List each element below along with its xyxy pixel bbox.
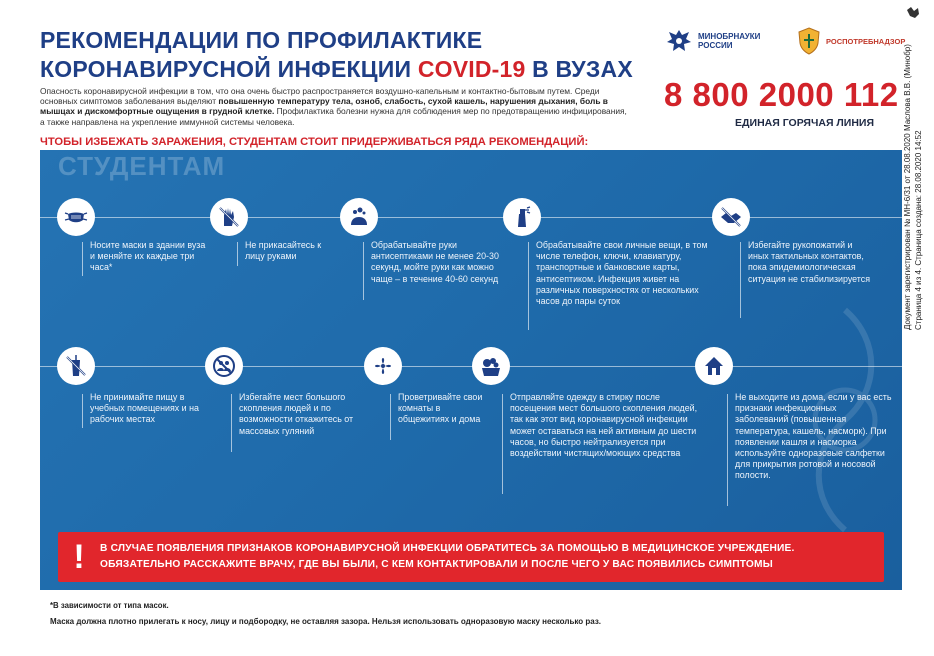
tip-2-icon — [210, 198, 248, 236]
title-line-2-prefix: КОРОНАВИРУСНОЙ ИНФЕКЦИИ — [40, 56, 412, 82]
alert-line-2: ОБЯЗАТЕЛЬНО РАССКАЖИТЕ ВРАЧУ, ГДЕ ВЫ БЫЛИ, С КЕМ КОНТАКТИРОВАЛИ И ПОСЛЕ ЧЕГО У ВАС ПОЯВИЛИСЬ СИМПТОМЫ — [100, 559, 773, 570]
tip-8 — [390, 392, 490, 426]
registration-stamp: Документ зарегистрирован № МН-6/31 от 28.08.2020 Маслова В.В. (Минобр) Страница 4 из 4. Страница создана: 28.08.2020 14:52 — [903, 44, 923, 330]
tip-10 — [727, 392, 892, 482]
stay-home-icon — [702, 354, 726, 378]
tip-4 — [528, 240, 710, 307]
hotline-label: ЕДИНАЯ ГОРЯЧАЯ ЛИНИЯ — [735, 117, 874, 129]
no-touch-face-icon — [217, 205, 241, 229]
tip-7-icon — [205, 347, 243, 385]
tip-10-icon — [695, 347, 733, 385]
laundry-icon — [479, 354, 503, 378]
tip-8-icon — [364, 347, 402, 385]
footnote-mask-fit: Маска должна плотно прилегать к носу, лицу и подбородку, не оставляя зазора. Нельзя использовать одноразовую маску несколько раз. — [50, 617, 602, 626]
minobr-logo-text: МИНОБРНАУКИ РОССИИ — [698, 32, 761, 50]
intro-paragraph-2-suffix: Профилактика болезни нужна для соблюдения мер по предотвращению инфицирования, а также направлена на укрепление иммунной системы человека. — [40, 106, 627, 127]
tip-5-divider — [740, 242, 741, 318]
eagle-emblem-icon — [664, 26, 694, 56]
tip-7 — [231, 392, 371, 437]
tip-1 — [82, 240, 210, 274]
tip-8-divider — [390, 394, 391, 440]
tip-2 — [237, 240, 337, 262]
tip-6 — [82, 392, 210, 426]
title-line-2-suffix: В ВУЗАХ — [532, 56, 633, 82]
tip-3-divider — [363, 242, 364, 300]
tip-6-text: Не принимайте пищу в учебных помещениях и на рабочих местах — [90, 392, 199, 425]
hand-wash-icon — [347, 205, 371, 229]
title-line-1: РЕКОМЕНДАЦИИ ПО ПРОФИЛАКТИКЕ — [40, 27, 483, 53]
logos — [664, 26, 904, 62]
title-covid-accent: COVID-19 — [417, 56, 526, 82]
tip-3 — [363, 240, 503, 285]
tip-2-divider — [237, 242, 238, 266]
tip-7-divider — [231, 394, 232, 452]
spray-bottle-icon — [510, 205, 534, 229]
ghost-watermark-text: СТУДЕНТАМ — [58, 151, 226, 181]
minobr-logo — [664, 26, 760, 56]
timeline-row-1 — [40, 217, 902, 218]
tip-10-divider — [727, 394, 728, 506]
tip-8-text: Проветривайте свои комнаты в общежитиях и дома — [398, 392, 483, 425]
no-handshake-icon — [719, 205, 743, 229]
rospotreb-logo — [796, 26, 905, 56]
tip-9-text: Отправляйте одежду в стирку после посещения мест большого скопления людей, так как этот вид коронавирусной инфекции может оставаться на ней активным до шести часов, но быстро нейтрализуется при воздействии чистящих/моющих средства — [510, 392, 698, 459]
tip-5 — [740, 240, 870, 285]
intro-paragraph-1: Опасность коронавирусной инфекции в том, что она очень быстро распространяется воздушно-капельным и контактно-бытовым путем. — [40, 86, 573, 96]
page-title — [40, 26, 640, 84]
intro-text — [40, 86, 628, 127]
tip-5-text: Избегайте рукопожатий и иных тактильных контактов, пока эпидемиологическая ситуация не стабилизируется — [748, 240, 871, 284]
intro-paragraph-2-prefix: Среди основных симптомов заболевания выделяют — [40, 86, 600, 107]
exclamation-icon: ! — [73, 537, 85, 576]
tip-4-icon — [503, 198, 541, 236]
tip-5-icon — [712, 198, 750, 236]
fan-icon — [371, 354, 395, 378]
title-line-2 — [40, 55, 640, 84]
shield-emblem-icon — [796, 26, 822, 56]
footnote-mask-type: *В зависимости от типа масок. — [50, 601, 169, 610]
mask-icon — [64, 205, 88, 229]
recommendations-heading: ЧТОБЫ ИЗБЕЖАТЬ ЗАРАЖЕНИЯ, СТУДЕНТАМ СТОИТ ПРИДЕРЖИВАТЬСЯ РЯДА РЕКОМЕНДАЦИЙ: — [40, 136, 589, 148]
tip-10-text: Не выходите из дома, если у вас есть признаки инфекционных заболеваний (повышенная температура, кашель, насморк). При появлении кашля и насморка используйте одноразовые салфетки для прикрытия ротовой и носовой полости. — [735, 392, 892, 481]
tip-6-divider — [82, 394, 83, 428]
no-food-icon — [64, 354, 88, 378]
tip-4-divider — [528, 242, 529, 330]
tip-2-text: Не прикасайтесь к лицу руками — [245, 240, 322, 262]
tip-6-icon — [57, 347, 95, 385]
tip-9 — [502, 392, 702, 459]
tip-1-text: Носите маски в здании вуза и меняйте их каждые три часа* — [90, 240, 206, 273]
tip-9-icon — [472, 347, 510, 385]
tip-4-text: Обрабатывайте свои личные вещи, в том числе телефон, ключи, клавиатуру, транспортные и банковские карты, антисептиком. Инфекция живет на различных поверхностях от нескольких часов до пары суток — [536, 240, 708, 307]
hotline-number: 8 800 2000 112 — [664, 76, 899, 113]
timeline-row-2 — [40, 366, 902, 367]
tip-3-text: Обрабатывайте руки антисептиками не менее 20-30 секунд, мойте руки как можно чаще – в течение 40-60 секунд — [371, 240, 499, 284]
tip-7-text: Избегайте мест большого скопления людей и по возможности откажитесь от массовых гуляний — [239, 392, 354, 436]
tip-1-icon — [57, 198, 95, 236]
intro-symptoms: повышенную температуру тела, озноб, слабость, сухой кашель, нарушения дыхания, боль в мышцах и дискомфортные ощущения в грудной клетке. — [40, 96, 608, 117]
rospotreb-logo-text: РОСПОТРЕБНАДЗОР — [826, 36, 906, 46]
alert-banner — [58, 532, 884, 582]
scan-mark-icon — [905, 6, 921, 20]
recommendations-panel — [40, 150, 902, 590]
tip-9-divider — [502, 394, 503, 494]
no-crowd-icon — [212, 354, 236, 378]
tip-1-divider — [82, 242, 83, 276]
alert-line-1: В СЛУЧАЕ ПОЯВЛЕНИЯ ПРИЗНАКОВ КОРОНАВИРУСНОЙ ИНФЕКЦИИ ОБРАТИТЕСЬ ЗА ПОМОЩЬЮ В МЕДИЦИНСКОЕ УЧРЕЖДЕНИЕ. — [100, 543, 795, 554]
tip-3-icon — [340, 198, 378, 236]
alert-text — [100, 541, 795, 573]
